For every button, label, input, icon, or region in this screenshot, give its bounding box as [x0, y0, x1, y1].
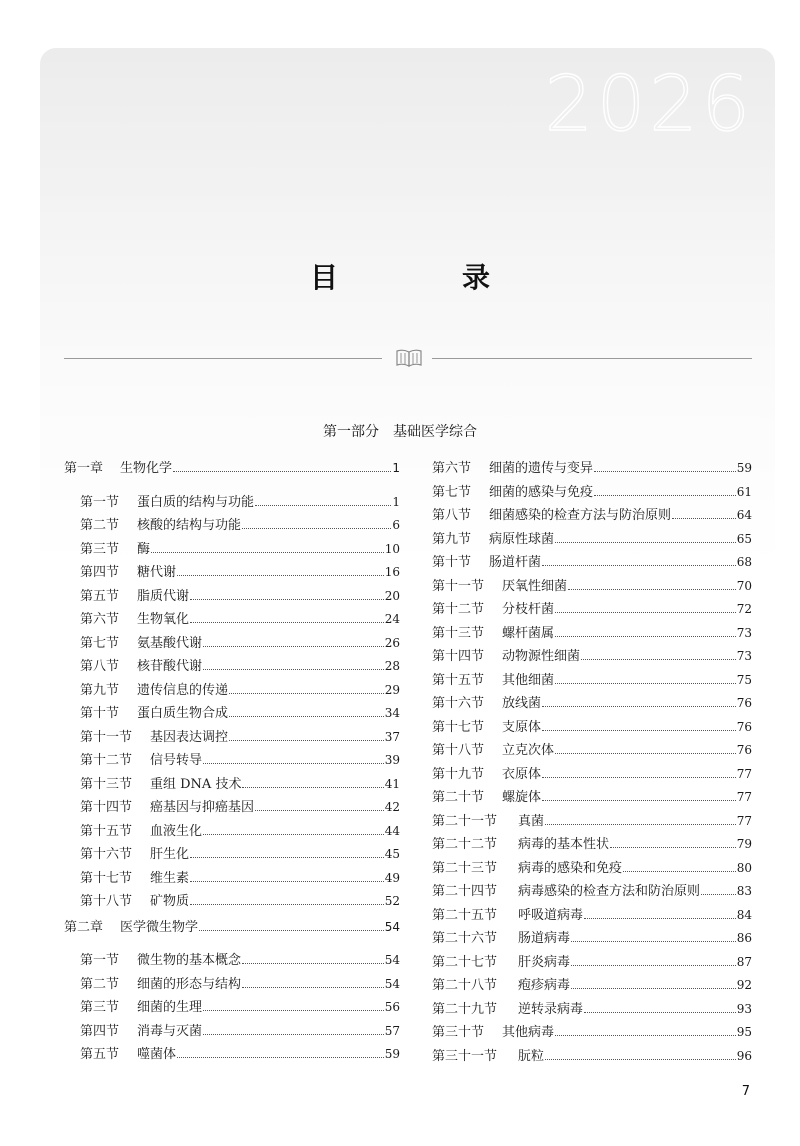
entry-number: 第十八节 — [80, 894, 133, 909]
entry-number: 第九节 — [432, 531, 472, 547]
entry-title: 微生物的基本概念 — [137, 953, 242, 968]
page-number: 7 — [741, 1084, 750, 1099]
toc-section-entry[interactable] — [432, 670, 752, 690]
entry-title: 基因表达调控 — [150, 729, 229, 745]
entry-title: 细菌感染的检查方法与防治原则 — [489, 508, 672, 523]
entry-number: 第十四节 — [80, 800, 133, 815]
entry-page-number: 77 — [736, 790, 752, 804]
toc-section-entry[interactable] — [432, 1046, 752, 1066]
entry-number: 第二十七节 — [432, 954, 498, 970]
open-book-icon — [394, 347, 424, 369]
toc-section-entry[interactable] — [432, 717, 752, 737]
entry-page-number: 37 — [384, 729, 400, 744]
entry-title: 其他细菌 — [502, 672, 555, 688]
dot-leader — [672, 517, 736, 519]
entry-number: 第三节 — [80, 1000, 120, 1015]
entry-title: 消毒与灭菌 — [137, 1023, 203, 1039]
entry-title: 重组 DNA 技术 — [150, 776, 242, 792]
entry-title: 肝生化 — [150, 847, 190, 862]
entry-page-number: 52 — [384, 894, 400, 908]
entry-page-number: 70 — [736, 578, 752, 593]
toc-section-entry[interactable] — [432, 599, 752, 619]
page-title: 目 录 — [309, 261, 538, 294]
entry-page-number: 44 — [384, 823, 400, 838]
entry-title: 呼吸道病毒 — [518, 907, 584, 923]
entry-page-number: 75 — [736, 672, 752, 687]
entry-page-number: 57 — [384, 1023, 400, 1038]
dot-leader — [203, 762, 384, 764]
toc-section-entry[interactable] — [432, 693, 752, 713]
toc-section-entry[interactable] — [64, 868, 400, 888]
dot-leader — [542, 776, 736, 778]
toc-section-entry[interactable] — [432, 482, 752, 502]
toc-section-entry[interactable] — [64, 703, 400, 723]
entry-title: 病毒的基本性状 — [518, 837, 610, 852]
entry-title: 信号转导 — [150, 753, 203, 768]
entry-page-number: 72 — [736, 602, 752, 616]
toc-section-entry[interactable] — [432, 975, 752, 995]
dot-leader — [623, 870, 736, 872]
entry-number: 第二十三节 — [432, 860, 498, 876]
dot-leader — [545, 823, 736, 825]
entry-number: 第四节 — [80, 565, 120, 580]
toc-section-entry[interactable] — [64, 539, 400, 559]
dot-leader — [190, 621, 384, 623]
entry-page-number: 77 — [736, 813, 752, 828]
toc-section-entry[interactable] — [432, 952, 752, 972]
dot-leader — [255, 809, 384, 811]
entry-title: 细菌的形态与结构 — [137, 976, 242, 992]
entry-title: 生物化学 — [120, 461, 173, 476]
entry-page-number: 92 — [736, 978, 752, 992]
entry-number: 第三节 — [80, 541, 120, 557]
entry-number: 第二十一节 — [432, 813, 498, 829]
dot-leader — [255, 504, 391, 506]
dot-leader — [571, 940, 736, 942]
entry-title: 细菌的遗传与变异 — [489, 461, 594, 476]
entry-page-number: 76 — [736, 743, 752, 757]
entry-title: 核酸的结构与功能 — [137, 518, 242, 533]
entry-title: 矿物质 — [150, 894, 190, 909]
entry-title: 疱疹病毒 — [518, 978, 571, 993]
entry-number: 第二十九节 — [432, 1001, 498, 1017]
dot-leader — [242, 527, 391, 529]
entry-number: 第十七节 — [432, 719, 485, 735]
entry-number: 第十节 — [80, 706, 120, 721]
entry-number: 第十节 — [432, 555, 472, 570]
entry-title: 医学微生物学 — [120, 919, 199, 935]
entry-number: 第二十八节 — [432, 978, 498, 993]
toc-section-entry[interactable] — [64, 891, 400, 911]
entry-number: 第六节 — [80, 612, 120, 627]
toc-section-entry[interactable] — [64, 1021, 400, 1041]
entry-title: 逆转录病毒 — [518, 1001, 584, 1017]
toc-section-entry[interactable] — [64, 1044, 400, 1064]
dot-leader — [571, 987, 736, 989]
entry-page-number: 59 — [384, 1047, 400, 1061]
entry-title: 糖代谢 — [137, 565, 177, 580]
toc-section-entry[interactable] — [432, 764, 752, 784]
dot-leader — [190, 598, 384, 600]
entry-title: 朊粒 — [518, 1048, 545, 1064]
entry-number: 第十二节 — [432, 602, 485, 617]
entry-title: 蛋白质的结构与功能 — [137, 494, 255, 510]
dot-leader — [701, 893, 736, 895]
dot-leader — [199, 929, 384, 931]
entry-number: 第八节 — [432, 508, 472, 523]
toc-chapter-entry[interactable] — [64, 917, 400, 937]
entry-title: 癌基因与抑癌基因 — [150, 800, 255, 815]
dot-leader — [610, 846, 736, 848]
entry-title: 酶 — [137, 541, 151, 557]
dot-leader — [555, 682, 736, 684]
dot-leader — [555, 611, 736, 613]
entry-page-number: 76 — [736, 696, 752, 710]
entry-page-number: 68 — [736, 555, 752, 569]
entry-page-number: 49 — [384, 870, 400, 885]
entry-title: 病毒感染的检查方法和防治原则 — [518, 884, 701, 899]
entry-number: 第十一节 — [432, 578, 485, 594]
entry-page-number: 41 — [384, 776, 400, 791]
entry-number: 第二章 — [64, 919, 104, 935]
entry-number: 第十三节 — [80, 776, 133, 792]
toc-section-entry[interactable] — [432, 881, 752, 901]
toc-section-entry[interactable] — [64, 797, 400, 817]
entry-number: 第十五节 — [80, 823, 133, 839]
dot-leader — [203, 833, 384, 835]
toc-section-entry[interactable] — [432, 576, 752, 596]
toc-section-entry[interactable] — [432, 928, 752, 948]
toc-section-entry[interactable] — [432, 811, 752, 831]
dot-leader — [584, 917, 736, 919]
divider-left — [64, 358, 382, 359]
entry-page-number: 24 — [384, 612, 400, 626]
dot-leader — [173, 470, 391, 472]
dot-leader — [581, 658, 736, 660]
entry-number: 第三十节 — [432, 1025, 485, 1040]
dot-leader — [542, 729, 736, 731]
entry-number: 第十六节 — [432, 696, 485, 711]
entry-title: 维生素 — [150, 870, 190, 886]
entry-number: 第一节 — [80, 953, 120, 968]
entry-title: 螺旋体 — [502, 790, 542, 805]
dot-leader — [203, 1033, 384, 1035]
toc-section-entry[interactable] — [64, 633, 400, 653]
year-watermark: 2026 — [544, 59, 754, 148]
entry-title: 细菌的感染与免疫 — [489, 484, 594, 500]
entry-page-number: 61 — [736, 484, 752, 499]
toc-section-entry[interactable] — [64, 950, 400, 970]
entry-number: 第二十五节 — [432, 907, 498, 923]
dot-leader — [594, 494, 736, 496]
dot-leader — [203, 645, 384, 647]
entry-number: 第十三节 — [432, 625, 485, 641]
entry-page-number: 73 — [736, 625, 752, 640]
dot-leader — [545, 1058, 736, 1060]
toc-section-entry[interactable] — [64, 727, 400, 747]
dot-leader — [177, 574, 384, 576]
toc-section-entry[interactable] — [432, 834, 752, 854]
entry-number: 第五节 — [80, 588, 120, 604]
entry-number: 第二十六节 — [432, 931, 498, 946]
entry-page-number: 77 — [736, 766, 752, 781]
toc-section-entry[interactable] — [432, 999, 752, 1019]
dot-leader — [229, 739, 384, 741]
toc-section-entry[interactable] — [64, 997, 400, 1017]
toc-section-entry[interactable] — [64, 774, 400, 794]
entry-title: 脂质代谢 — [137, 588, 190, 604]
entry-number: 第九节 — [80, 682, 120, 698]
toc-section-entry[interactable] — [432, 623, 752, 643]
entry-page-number: 29 — [384, 682, 400, 697]
entry-title: 核苷酸代谢 — [137, 659, 203, 674]
toc-section-entry[interactable] — [64, 974, 400, 994]
entry-number: 第七节 — [80, 635, 120, 651]
entry-number: 第五节 — [80, 1047, 120, 1062]
toc-section-entry[interactable] — [64, 656, 400, 676]
toc-section-entry[interactable] — [64, 586, 400, 606]
dot-leader — [177, 1056, 384, 1058]
toc-chapter-entry[interactable] — [64, 458, 400, 478]
toc-section-entry[interactable] — [432, 646, 752, 666]
entry-number: 第十六节 — [80, 847, 133, 862]
dot-leader — [584, 1011, 736, 1013]
entry-number: 第八节 — [80, 659, 120, 674]
toc-section-entry[interactable] — [64, 562, 400, 582]
entry-number: 第一节 — [80, 494, 120, 510]
entry-title: 螺杆菌属 — [502, 625, 555, 641]
entry-number: 第三十一节 — [432, 1048, 498, 1064]
dot-leader — [594, 470, 736, 472]
entry-title: 肝炎病毒 — [518, 954, 571, 970]
entry-title: 氨基酸代谢 — [137, 635, 203, 651]
dot-leader — [203, 1009, 384, 1011]
dot-leader — [571, 964, 736, 966]
entry-number: 第一章 — [64, 461, 104, 476]
entry-page-number: 42 — [384, 800, 400, 814]
entry-title: 支原体 — [502, 719, 542, 735]
dot-leader — [555, 635, 736, 637]
entry-title: 立克次体 — [502, 743, 555, 758]
entry-page-number: 1 — [392, 461, 400, 475]
entry-title: 放线菌 — [502, 696, 542, 711]
toc-section-entry[interactable] — [432, 858, 752, 878]
entry-number: 第七节 — [432, 484, 472, 500]
entry-number: 第二十二节 — [432, 837, 498, 852]
entry-title: 病原性球菌 — [489, 531, 555, 547]
toc-section-entry[interactable] — [432, 740, 752, 760]
entry-number: 第四节 — [80, 1023, 120, 1039]
toc-section-entry[interactable] — [64, 821, 400, 841]
entry-title: 分枝杆菌 — [502, 602, 555, 617]
entry-title: 厌氧性细菌 — [502, 578, 568, 594]
dot-leader — [542, 799, 736, 801]
entry-page-number: 28 — [384, 659, 400, 673]
entry-number: 第十七节 — [80, 870, 133, 886]
entry-page-number: 87 — [736, 954, 752, 969]
entry-page-number: 73 — [736, 649, 752, 663]
entry-page-number: 95 — [736, 1025, 752, 1039]
entry-title: 真菌 — [518, 813, 545, 829]
entry-page-number: 54 — [384, 953, 400, 967]
toc-section-entry[interactable] — [432, 458, 752, 478]
toc-section-entry[interactable] — [64, 515, 400, 535]
entry-page-number: 93 — [736, 1001, 752, 1016]
entry-title: 血液生化 — [150, 823, 203, 839]
entry-page-number: 54 — [384, 976, 400, 991]
dot-leader — [151, 551, 384, 553]
entry-number: 第十八节 — [432, 743, 485, 758]
dot-leader — [190, 856, 384, 858]
entry-page-number: 56 — [384, 1000, 400, 1014]
dot-leader — [242, 962, 384, 964]
entry-number: 第二节 — [80, 518, 120, 533]
toc-section-entry[interactable] — [64, 750, 400, 770]
toc-section-entry[interactable] — [432, 905, 752, 925]
entry-title: 生物氧化 — [137, 612, 190, 627]
toc-section-entry[interactable] — [432, 787, 752, 807]
entry-page-number: 6 — [392, 518, 400, 532]
entry-page-number: 79 — [736, 837, 752, 851]
part-title: 第一部分 基础医学综合 — [323, 424, 477, 440]
entry-page-number: 20 — [384, 588, 400, 603]
entry-number: 第六节 — [432, 461, 472, 476]
entry-page-number: 26 — [384, 635, 400, 650]
entry-page-number: 64 — [736, 508, 752, 522]
entry-page-number: 96 — [736, 1048, 752, 1063]
entry-page-number: 76 — [736, 719, 752, 734]
entry-title: 细菌的生理 — [137, 1000, 203, 1015]
dot-leader — [555, 1034, 736, 1036]
entry-number: 第十五节 — [432, 672, 485, 688]
entry-page-number: 80 — [736, 860, 752, 875]
toc-section-entry[interactable] — [64, 844, 400, 864]
toc-section-entry[interactable] — [432, 1022, 752, 1042]
entry-number: 第十四节 — [432, 649, 485, 664]
dot-leader — [568, 588, 736, 590]
toc-section-entry[interactable] — [64, 609, 400, 629]
entry-page-number: 59 — [736, 461, 752, 475]
entry-number: 第十一节 — [80, 729, 133, 745]
entry-title: 动物源性细菌 — [502, 649, 581, 664]
entry-page-number: 16 — [384, 565, 400, 579]
entry-page-number: 10 — [384, 541, 400, 556]
toc-section-entry[interactable] — [432, 529, 752, 549]
dot-leader — [555, 541, 736, 543]
entry-page-number: 83 — [736, 884, 752, 898]
entry-page-number: 39 — [384, 753, 400, 767]
entry-title: 其他病毒 — [502, 1025, 555, 1040]
dot-leader — [190, 903, 384, 905]
entry-title: 肠道杆菌 — [489, 555, 542, 570]
entry-page-number: 1 — [392, 494, 400, 509]
entry-title: 蛋白质生物合成 — [137, 706, 229, 721]
toc-section-entry[interactable] — [64, 680, 400, 700]
entry-title: 噬菌体 — [137, 1047, 177, 1062]
entry-number: 第十九节 — [432, 766, 485, 782]
entry-page-number: 65 — [736, 531, 752, 546]
dot-leader — [555, 752, 736, 754]
entry-title: 遗传信息的传递 — [137, 682, 229, 698]
entry-number: 第二十四节 — [432, 884, 498, 899]
toc-section-entry[interactable] — [64, 492, 400, 512]
dot-leader — [242, 786, 383, 788]
toc-section-entry[interactable] — [432, 505, 752, 525]
entry-title: 衣原体 — [502, 766, 542, 782]
entry-page-number: 86 — [736, 931, 752, 945]
entry-number: 第二十节 — [432, 790, 485, 805]
entry-title: 病毒的感染和免疫 — [518, 860, 623, 876]
dot-leader — [190, 880, 384, 882]
entry-page-number: 54 — [384, 919, 400, 934]
entry-page-number: 84 — [736, 907, 752, 922]
divider-right — [432, 358, 752, 359]
toc-section-entry[interactable] — [432, 552, 752, 572]
entry-number: 第二节 — [80, 976, 120, 992]
entry-page-number: 45 — [384, 847, 400, 861]
dot-leader — [229, 692, 384, 694]
dot-leader — [542, 705, 736, 707]
dot-leader — [542, 564, 736, 566]
dot-leader — [242, 986, 384, 988]
entry-number: 第十二节 — [80, 753, 133, 768]
entry-page-number: 34 — [384, 706, 400, 720]
dot-leader — [203, 668, 384, 670]
entry-title: 肠道病毒 — [518, 931, 571, 946]
dot-leader — [229, 715, 384, 717]
